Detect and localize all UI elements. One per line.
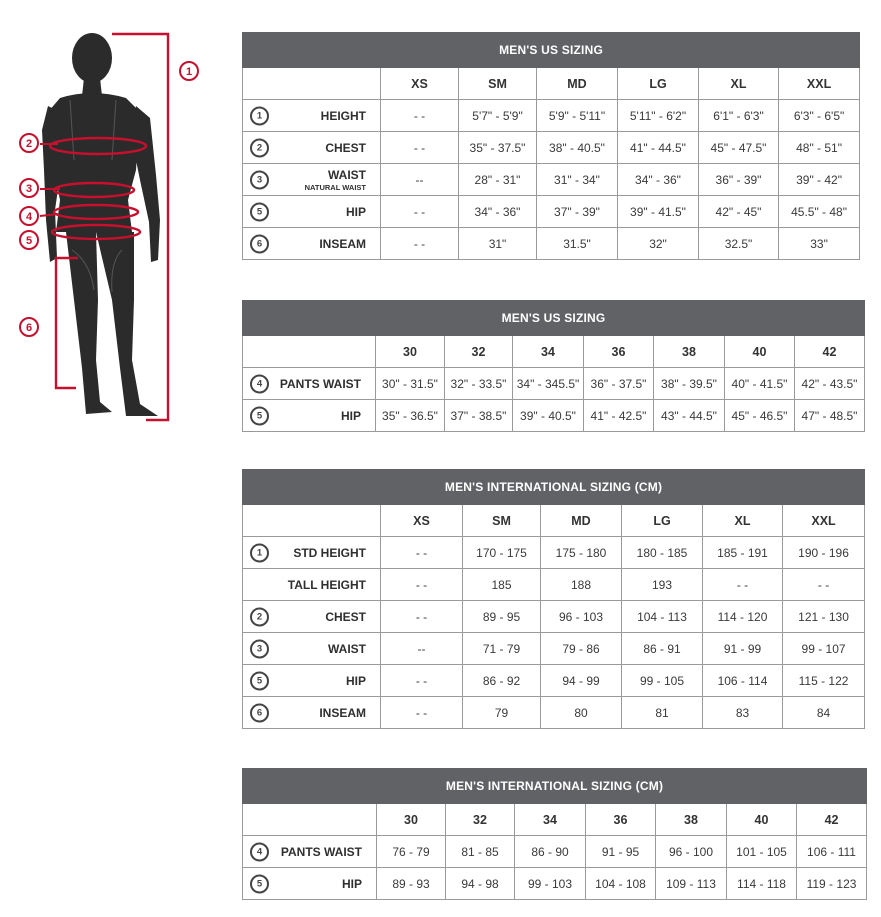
measurement-label: HIP [341, 876, 362, 891]
measurement-figure [0, 0, 240, 440]
callout-5-label: 5 [25, 235, 33, 247]
size-value-cell: 28" - 31" [459, 164, 537, 196]
size-value-cell: 104 - 113 [622, 601, 703, 633]
size-value-cell: 106 - 114 [703, 665, 783, 697]
measurement-number-badge: 5 [250, 406, 269, 425]
size-value-cell: 190 - 196 [783, 537, 865, 569]
size-value-cell: 99 - 107 [783, 633, 865, 665]
size-value-cell: 32" - 33.5" [445, 368, 513, 400]
size-value-cell: 81 [622, 697, 703, 729]
size-value-cell: 34" - 36" [618, 164, 699, 196]
size-value-cell: 38" - 39.5" [654, 368, 725, 400]
size-value-cell: 36" - 39" [699, 164, 779, 196]
table-title: MEN'S INTERNATIONAL SIZING (CM) [243, 769, 867, 804]
size-column-header: 32 [446, 804, 515, 836]
size-value-cell: - - [381, 601, 463, 633]
measurement-label-cell [243, 569, 381, 601]
size-value-cell: 91 - 99 [703, 633, 783, 665]
size-column-header: 30 [376, 336, 445, 368]
size-value-cell: 6'1" - 6'3" [699, 100, 779, 132]
size-value-cell: 36" - 37.5" [584, 368, 654, 400]
table-row [243, 164, 860, 196]
table-row [243, 601, 865, 633]
size-value-cell: 185 - 191 [703, 537, 783, 569]
size-value-cell: 45" - 46.5" [725, 400, 795, 432]
size-value-cell: 89 - 95 [463, 601, 541, 633]
size-column-header: SM [463, 505, 541, 537]
header-blank-cell [243, 505, 381, 537]
size-value-cell: 5'9" - 5'11" [537, 100, 618, 132]
measurement-label: WAIST [328, 641, 366, 656]
table-row [243, 836, 867, 868]
callout-3 [20, 179, 38, 197]
table-title: MEN'S US SIZING [243, 33, 860, 68]
measurement-number-badge: 2 [250, 138, 269, 157]
size-column-header: XXL [779, 68, 860, 100]
size-column-header: SM [459, 68, 537, 100]
size-column-header: 30 [377, 804, 446, 836]
callout-1 [180, 62, 198, 80]
table-row [243, 228, 860, 260]
measurement-label-cell [243, 697, 381, 729]
size-value-cell: 38" - 40.5" [537, 132, 618, 164]
size-value-cell: - - [381, 537, 463, 569]
size-value-cell: 39" - 40.5" [513, 400, 584, 432]
size-value-cell: 41" - 44.5" [618, 132, 699, 164]
measurement-number-badge: 5 [250, 874, 269, 893]
size-value-cell: 94 - 99 [541, 665, 622, 697]
measurement-number-badge: 5 [250, 202, 269, 221]
measurement-sublabel: NATURAL WAIST [304, 182, 366, 192]
size-value-cell: 84 [783, 697, 865, 729]
size-value-cell: 35" - 36.5" [376, 400, 445, 432]
size-value-cell: - - [381, 132, 459, 164]
measurement-number-badge: 4 [250, 842, 269, 861]
size-value-cell: 48" - 51" [779, 132, 860, 164]
measurement-label: HIP [345, 673, 366, 688]
measurement-label: STD HEIGHT [293, 545, 366, 560]
size-column-header: XXL [783, 505, 865, 537]
callout-4 [20, 207, 38, 225]
table-title-row [243, 301, 865, 336]
table-title-row [243, 33, 860, 68]
measurement-number-badge: 1 [250, 543, 269, 562]
measurement-label: HIP [345, 204, 366, 219]
measurement-number-badge: 5 [250, 671, 269, 690]
size-value-cell: 185 [463, 569, 541, 601]
size-value-cell: -- [381, 633, 463, 665]
size-value-cell: 76 - 79 [377, 836, 446, 868]
table-row [243, 368, 865, 400]
size-value-cell: 83 [703, 697, 783, 729]
measurement-label-cell [243, 400, 376, 432]
measurement-label-cell [243, 836, 377, 868]
size-column-header: XL [703, 505, 783, 537]
size-value-cell: 96 - 100 [656, 836, 727, 868]
size-value-cell: - - [381, 228, 459, 260]
size-value-cell: 119 - 123 [797, 868, 867, 900]
size-value-cell: 89 - 93 [377, 868, 446, 900]
measurement-label-cell [243, 228, 381, 260]
size-value-cell: 86 - 91 [622, 633, 703, 665]
size-value-cell: 40" - 41.5" [725, 368, 795, 400]
size-value-cell: 33" [779, 228, 860, 260]
measurement-label: PANTS WAIST [279, 376, 361, 391]
table-row [243, 569, 865, 601]
size-value-cell: 45.5" - 48" [779, 196, 860, 228]
table-title: MEN'S US SIZING [243, 301, 865, 336]
measurement-label-cell [243, 196, 381, 228]
international-sizing-table [242, 469, 865, 729]
size-value-cell: 30" - 31.5" [376, 368, 445, 400]
measurement-number-badge: 2 [250, 607, 269, 626]
table-row [243, 868, 867, 900]
size-value-cell: 37" - 38.5" [445, 400, 513, 432]
size-value-cell: 6'3" - 6'5" [779, 100, 860, 132]
callout-2-label: 2 [25, 138, 33, 150]
measurement-number-badge: 4 [250, 374, 269, 393]
size-value-cell: 115 - 122 [783, 665, 865, 697]
size-header-row [243, 505, 865, 537]
size-value-cell: 104 - 108 [586, 868, 656, 900]
table-row [243, 665, 865, 697]
size-value-cell: 43" - 44.5" [654, 400, 725, 432]
size-value-cell: 31" [459, 228, 537, 260]
size-column-header: MD [541, 505, 622, 537]
size-column-header: 38 [656, 804, 727, 836]
size-value-cell: 34" - 345.5" [513, 368, 584, 400]
size-value-cell: 101 - 105 [727, 836, 797, 868]
size-column-header: MD [537, 68, 618, 100]
measurement-label: WAIST [328, 167, 366, 182]
measurement-label-cell [243, 164, 381, 196]
size-value-cell: -- [381, 164, 459, 196]
size-column-header: 40 [725, 336, 795, 368]
measurement-label-cell [243, 537, 381, 569]
size-value-cell: 5'7" - 5'9" [459, 100, 537, 132]
size-header-row [243, 804, 867, 836]
size-column-header: 36 [586, 804, 656, 836]
size-value-cell: 42" - 43.5" [795, 368, 865, 400]
size-value-cell: 45" - 47.5" [699, 132, 779, 164]
size-value-cell: 79 [463, 697, 541, 729]
table-row [243, 697, 865, 729]
size-value-cell: 193 [622, 569, 703, 601]
measurement-number-badge: 3 [250, 170, 269, 189]
size-column-header: XL [699, 68, 779, 100]
size-column-header: 34 [515, 804, 586, 836]
size-column-header: XS [381, 68, 459, 100]
size-value-cell: 41" - 42.5" [584, 400, 654, 432]
measurement-label-cell [243, 601, 381, 633]
measurement-label: PANTS WAIST [280, 844, 362, 859]
size-value-cell: - - [703, 569, 783, 601]
size-column-header: 38 [654, 336, 725, 368]
measurement-label-cell [243, 132, 381, 164]
table-row [243, 100, 860, 132]
size-column-header: 34 [513, 336, 584, 368]
size-value-cell: 86 - 90 [515, 836, 586, 868]
table-row [243, 196, 860, 228]
size-value-cell: - - [381, 697, 463, 729]
size-value-cell: 106 - 111 [797, 836, 867, 868]
callout-4-label: 4 [25, 211, 33, 223]
measurement-label-cell [243, 868, 377, 900]
size-value-cell: 99 - 105 [622, 665, 703, 697]
size-value-cell: 31" - 34" [537, 164, 618, 196]
size-column-header: 40 [727, 804, 797, 836]
size-value-cell: - - [381, 100, 459, 132]
size-value-cell: 81 - 85 [446, 836, 515, 868]
size-column-header: XS [381, 505, 463, 537]
size-value-cell: 71 - 79 [463, 633, 541, 665]
size-value-cell: 99 - 103 [515, 868, 586, 900]
size-value-cell: 35" - 37.5" [459, 132, 537, 164]
size-header-row [243, 336, 865, 368]
size-value-cell: 47" - 48.5" [795, 400, 865, 432]
size-value-cell: 94 - 98 [446, 868, 515, 900]
size-value-cell: - - [381, 665, 463, 697]
measurement-label: INSEAM [319, 236, 366, 251]
header-blank-cell [243, 336, 376, 368]
table-title-row [243, 769, 867, 804]
international-pants-sizing-table [242, 768, 867, 900]
size-value-cell: 86 - 92 [463, 665, 541, 697]
table-row [243, 633, 865, 665]
us-sizing-table [242, 32, 860, 260]
callout-2 [20, 134, 38, 152]
table-row [243, 132, 860, 164]
measurement-label-cell [243, 665, 381, 697]
measurement-label-cell [243, 368, 376, 400]
size-column-header: LG [622, 505, 703, 537]
size-value-cell: 32" [618, 228, 699, 260]
measurement-number-badge: 6 [250, 703, 269, 722]
size-value-cell: 5'11" - 6'2" [618, 100, 699, 132]
size-value-cell: 91 - 95 [586, 836, 656, 868]
size-value-cell: 175 - 180 [541, 537, 622, 569]
size-value-cell: 114 - 118 [727, 868, 797, 900]
header-blank-cell [243, 68, 381, 100]
size-column-header: 36 [584, 336, 654, 368]
size-value-cell: 37" - 39" [537, 196, 618, 228]
measurement-number-badge: 6 [250, 234, 269, 253]
callout-5 [20, 231, 38, 249]
measurement-number-badge: 1 [250, 106, 269, 125]
size-header-row [243, 68, 860, 100]
us-pants-sizing-table [242, 300, 865, 432]
size-column-header: 42 [797, 804, 867, 836]
table-title: MEN'S INTERNATIONAL SIZING (CM) [243, 470, 865, 505]
size-value-cell: 79 - 86 [541, 633, 622, 665]
size-value-cell: 34" - 36" [459, 196, 537, 228]
size-value-cell: 121 - 130 [783, 601, 865, 633]
size-value-cell: 170 - 175 [463, 537, 541, 569]
size-value-cell: 109 - 113 [656, 868, 727, 900]
size-value-cell: 114 - 120 [703, 601, 783, 633]
measurement-label: INSEAM [319, 705, 366, 720]
measurement-label: TALL HEIGHT [287, 577, 366, 592]
callout-6-label: 6 [25, 322, 33, 334]
table-title-row [243, 470, 865, 505]
measurement-label-cell [243, 100, 381, 132]
size-value-cell: 180 - 185 [622, 537, 703, 569]
header-blank-cell [243, 804, 377, 836]
size-value-cell: - - [783, 569, 865, 601]
size-value-cell: 39" - 42" [779, 164, 860, 196]
callout-3-label: 3 [25, 183, 33, 195]
size-value-cell: 80 [541, 697, 622, 729]
measurement-label: HIP [340, 408, 361, 423]
measurement-label: CHEST [325, 609, 366, 624]
callout-1-label: 1 [185, 66, 193, 78]
size-value-cell: 42" - 45" [699, 196, 779, 228]
measurement-number-badge: 3 [250, 639, 269, 658]
size-column-header: 32 [445, 336, 513, 368]
measurement-label: HEIGHT [320, 108, 366, 123]
size-value-cell: 188 [541, 569, 622, 601]
measurement-label-cell [243, 633, 381, 665]
table-row [243, 537, 865, 569]
size-value-cell: 96 - 103 [541, 601, 622, 633]
size-column-header: LG [618, 68, 699, 100]
size-value-cell: - - [381, 196, 459, 228]
size-column-header: 42 [795, 336, 865, 368]
size-value-cell: 32.5" [699, 228, 779, 260]
measurement-label: CHEST [325, 140, 366, 155]
table-row [243, 400, 865, 432]
size-value-cell: - - [381, 569, 463, 601]
size-value-cell: 39" - 41.5" [618, 196, 699, 228]
callout-6 [20, 318, 38, 336]
size-value-cell: 31.5" [537, 228, 618, 260]
